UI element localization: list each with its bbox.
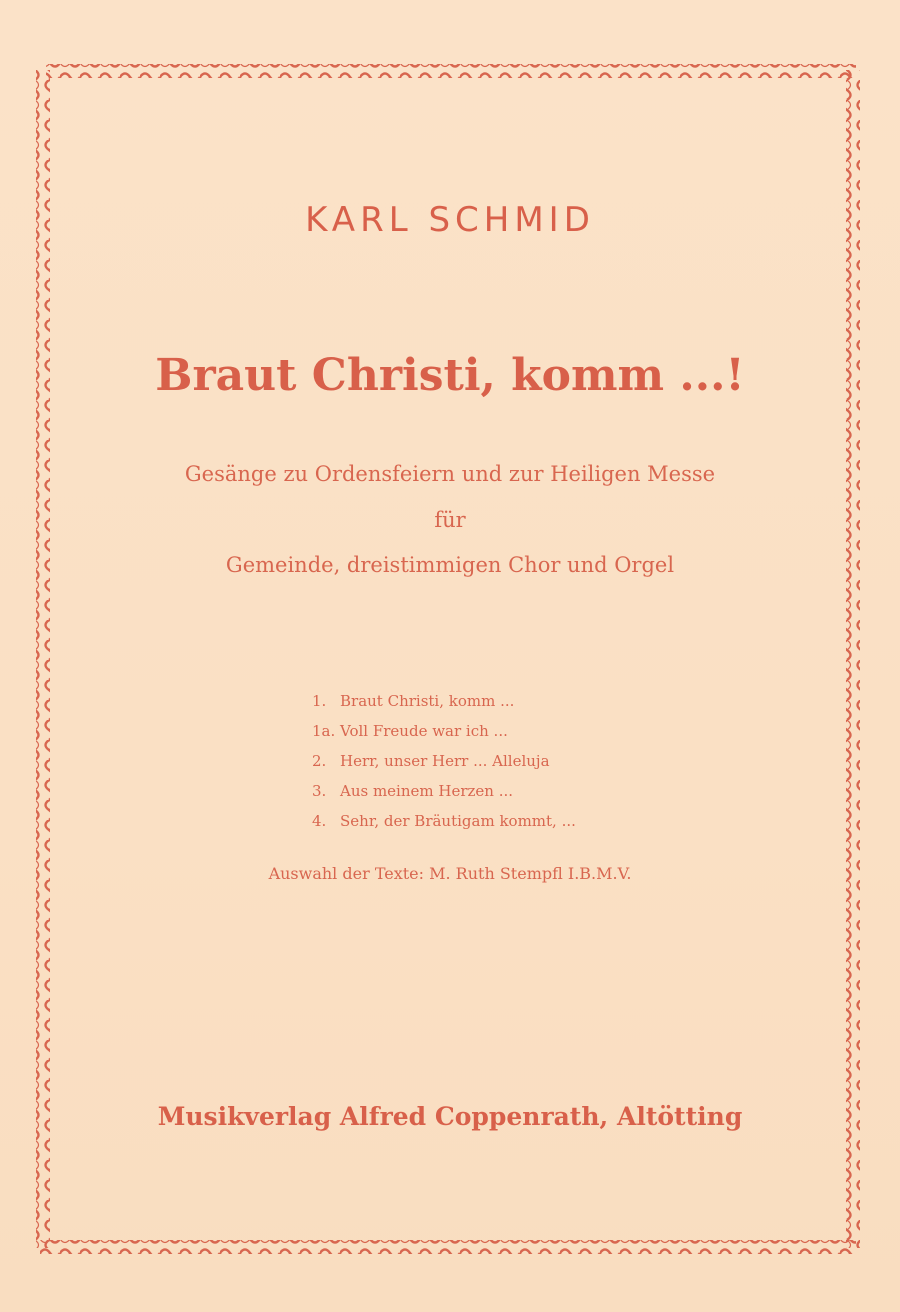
composer-name: KARL SCHMID [305,200,595,240]
work-title: Braut Christi, komm ...! [155,350,745,401]
list-item [312,746,672,776]
text-credits: Auswahl der Texte: M. Ruth Stempfl I.B.M.V. [268,864,632,883]
item-number: 1a. [312,722,336,740]
border-bottom [40,1240,856,1254]
item-title: Voll Freude war ich ... [340,722,508,740]
contents-list [312,686,672,836]
item-title: Braut Christi, komm ... [340,692,515,710]
item-number: 4. [312,812,327,830]
item-number: 3. [312,782,327,800]
list-item [312,806,672,836]
subtitle-line-1: Gesänge zu Ordensfeiern und zur Heiligen Messe [184,462,716,486]
border-left [36,70,50,1248]
border-right [846,70,860,1248]
publisher-name: Musikverlag Alfred Coppenrath, Altötting [157,1102,743,1131]
item-number: 2. [312,752,327,770]
item-title: Sehr, der Bräutigam kommt, ... [340,812,576,830]
item-number: 1. [312,692,327,710]
item-title: Herr, unser Herr ... Alleluja [340,752,550,770]
subtitle-line-3: Gemeinde, dreistimmigen Chor und Orgel [225,553,675,577]
list-item [312,776,672,806]
list-item [312,686,672,716]
list-item [312,716,672,746]
subtitle-line-2: für [434,508,466,532]
item-title: Aus meinem Herzen ... [340,782,514,800]
border-top [46,64,856,78]
